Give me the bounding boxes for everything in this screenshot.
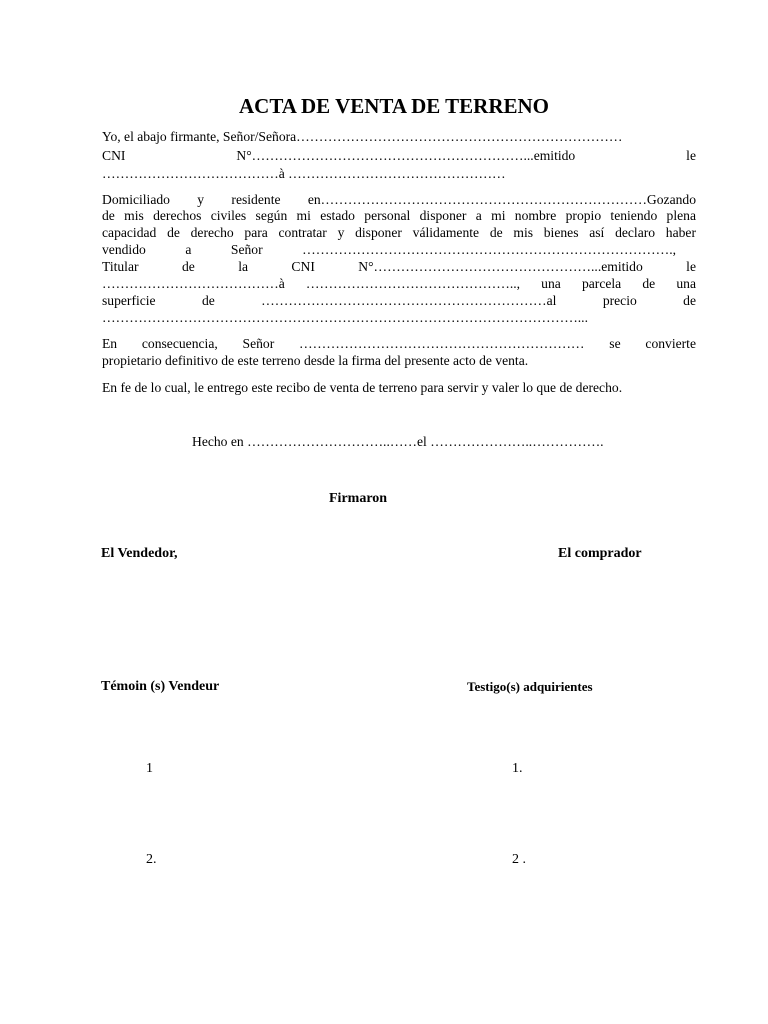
witness-buyer-label: Testigo(s) adquirientes <box>467 679 593 694</box>
buyer-label: El comprador <box>558 546 642 561</box>
para2-line-4: vendido a Señor ………………………………………………………………………., <box>102 242 676 257</box>
para3-line-2: propietario definitivo de este terreno desde la firma del presente acto de venta. <box>102 353 529 368</box>
para2-line-1: Domiciliado y residente en………………………………………………………………Gozando <box>102 192 696 207</box>
firmaron-heading: Firmaron <box>329 491 388 506</box>
para1-line-3: …………………………………à ………………………………………… <box>102 166 506 181</box>
para2-line-2: de mis derechos civiles según mi estado personal disponer a mi nombre propio teniendo plena <box>102 208 696 223</box>
witness-buyer-2: 2 . <box>512 852 526 867</box>
para2-line-3: capacidad de derecho para contratar y disponer válidamente de mis bienes así declaro haber <box>102 225 696 240</box>
seller-label: El Vendedor, <box>101 546 178 561</box>
para1-line-1: Yo, el abajo firmante, Señor/Señora……………………………………………………………… <box>102 129 623 144</box>
witness-seller-label: Témoin (s) Vendeur <box>101 679 220 694</box>
para2-line-7: superficie de ………………………………………………………al precio de <box>102 293 696 308</box>
para2-line-5: Titular de la CNI N°…………………………………………...emitido le <box>102 259 696 274</box>
hecho-en-line: Hecho en …………………………..……el …………………..……………. <box>192 434 604 449</box>
para2-line-6: …………………………………à ……………………………………….., una parcela de una <box>102 276 696 291</box>
para4-line: En fe de lo cual, le entrego este recibo de venta de terreno para servir y valer lo que de derecho. <box>102 380 623 395</box>
para3-line-1: En consecuencia, Señor ……………………………………………………… se convierte <box>102 336 696 351</box>
para1-line-2: CNI N°……………………………………………………...emitido le <box>102 148 696 163</box>
witness-seller-2: 2. <box>146 852 157 867</box>
witness-seller-1: 1 <box>146 761 153 776</box>
para2-line-8: ……………………………………………………………………………………………... <box>102 310 588 325</box>
document-title: ACTA DE VENTA DE TERRENO <box>238 94 550 118</box>
witness-buyer-1: 1. <box>512 761 523 776</box>
